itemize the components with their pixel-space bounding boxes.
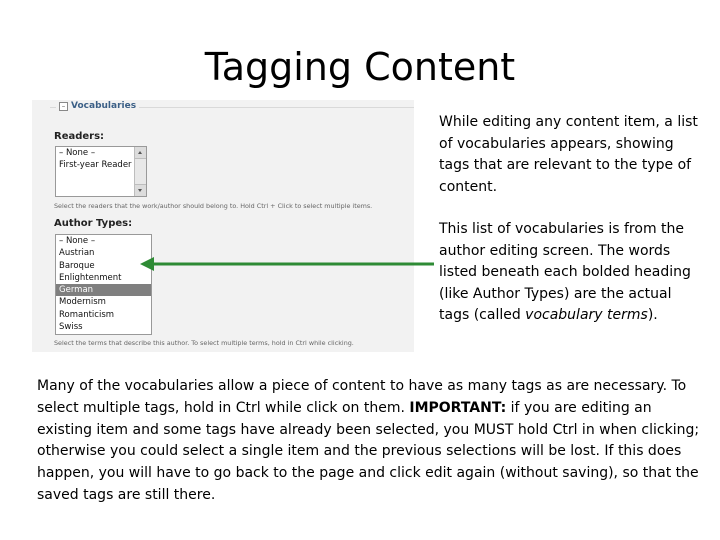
instructions-warning: if you are editing an existing item and some tags have already been selected, you MUST hold Ctrl in when clicking; otherwise you could select a single item and the previous selections will be lost. If this does happen, you will have to go back to the page and click edit again (without saving), so that the saved tags are still there. — [37, 399, 700, 503]
readers-option[interactable]: First-year Reader — [59, 160, 132, 171]
pointer-arrow — [140, 256, 435, 272]
paragraph-text: This list of vocabularies is from the author editing screen. The words listed beneath each bolded heading (like Author Types) are the actual tags (called — [439, 221, 691, 324]
author-type-option[interactable]: Austrian — [59, 248, 95, 259]
author-types-help-text: Select the terms that describe this author. To select multiple terms, hold in Ctrl while clicking. — [54, 339, 354, 347]
author-type-option[interactable]: Baroque — [59, 260, 95, 271]
arrow-head-icon — [140, 257, 154, 271]
important-label: IMPORTANT: — [409, 399, 507, 416]
slide-title: Tagging Content — [204, 45, 516, 89]
author-screen-paragraph — [439, 219, 699, 327]
vocabularies-screenshot — [32, 100, 414, 352]
author-type-option-selected[interactable]: German — [56, 284, 151, 296]
readers-scrollbar[interactable] — [134, 147, 146, 196]
collapse-icon[interactable]: – — [59, 102, 68, 111]
author-type-option[interactable]: Romanticism — [59, 309, 115, 320]
intro-paragraph: While editing any content item, a list of vocabularies appears, showing tags that are relevant to the type of content. — [439, 114, 698, 195]
author-type-option[interactable]: Modernism — [59, 297, 106, 308]
paragraph-end: ). — [647, 307, 658, 324]
author-types-label: Author Types: — [54, 218, 133, 229]
readers-help-text: Select the readers that the work/author should belong to. Hold Ctrl + Click to select multiple items. — [54, 202, 373, 210]
legend-label: Vocabularies — [71, 101, 137, 111]
instructions-text: Many of the vocabularies allow a piece of content to have as many tags as are necessary. To select multiple tags, hold in Ctrl while click on them. — [37, 378, 687, 416]
multi-select-instructions — [37, 376, 709, 507]
vocabulary-terms-emphasis: vocabulary terms — [525, 307, 648, 324]
author-type-option[interactable]: Swiss — [59, 322, 83, 333]
vocabularies-legend[interactable] — [56, 101, 139, 111]
scroll-down-icon[interactable] — [135, 184, 146, 196]
author-type-option[interactable]: – None – — [59, 236, 96, 246]
readers-listbox[interactable] — [55, 146, 147, 197]
scroll-up-icon[interactable] — [135, 147, 146, 159]
readers-label: Readers: — [54, 131, 105, 142]
author-type-option[interactable]: Enlightenment — [59, 272, 122, 283]
author-types-listbox[interactable] — [55, 234, 152, 335]
readers-option[interactable]: – None – — [59, 148, 96, 158]
